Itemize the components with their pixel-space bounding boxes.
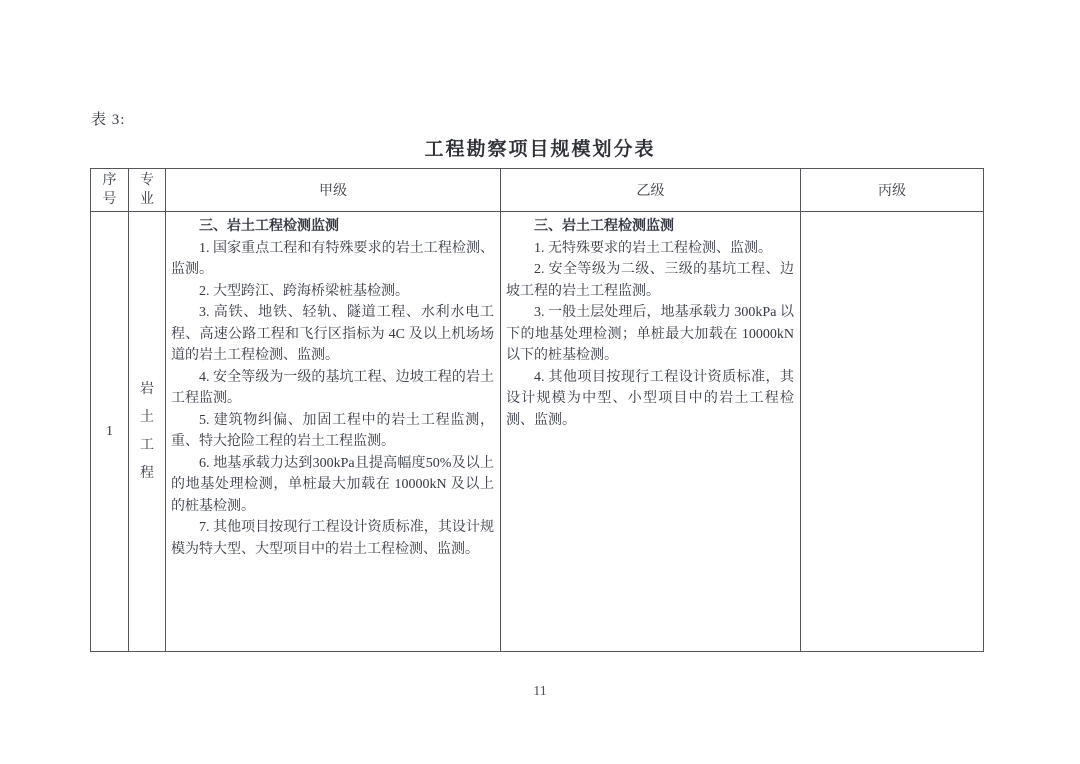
header-specialty-label: 专业 bbox=[139, 173, 154, 207]
grade-a-item-3: 3. 高铁、地铁、轻轨、隧道工程、水利水电工程、高速公路工程和飞行区指标为 4C 及以上机场场道的岩土工程检测、监测。 bbox=[171, 305, 494, 363]
cell-grade-c bbox=[801, 212, 984, 652]
table-label: 表 3: bbox=[91, 112, 126, 128]
cell-serial-number: 1 bbox=[91, 212, 129, 652]
header-grade-b: 乙级 bbox=[501, 169, 801, 212]
grade-a-item-6: 6. 地基承载力达到300kPa且提高幅度50%及以上的地基处理检测，单桩最大加载在 10000kN 及以上的桩基检测。 bbox=[171, 455, 494, 514]
header-serial-number-label: 序号 bbox=[102, 173, 117, 207]
specialty-label: 岩土工程 bbox=[139, 381, 154, 481]
cell-grade-a bbox=[166, 212, 501, 652]
grade-b-item-3: 3. 一般土层处理后，地基承载力 300kPa 以下的地基处理检测；单桩最大加载在 10000kN 以下的桩基检测。 bbox=[506, 305, 794, 363]
table-row bbox=[91, 212, 984, 652]
grade-b-heading: 三、岩土工程检测监测 bbox=[534, 219, 674, 234]
header-grade-c: 丙级 bbox=[801, 169, 984, 212]
grade-a-item-5: 5. 建筑物纠偏、加固工程中的岩土工程监测，重、特大抢险工程的岩土工程监测。 bbox=[171, 412, 494, 449]
grade-a-item-4: 4. 安全等级为一级的基坑工程、边坡工程的岩土工程监测。 bbox=[171, 369, 494, 406]
header-specialty bbox=[129, 169, 166, 212]
page-number: 11 bbox=[533, 684, 547, 699]
table-header-row bbox=[91, 169, 984, 212]
cell-specialty bbox=[129, 212, 166, 652]
header-grade-a: 甲级 bbox=[166, 169, 501, 212]
cell-grade-b bbox=[501, 212, 801, 652]
grade-a-item-7: 7. 其他项目按现行工程设计资质标准，其设计规模为特大型、大型项目中的岩土工程检测、监测。 bbox=[171, 520, 494, 557]
page-title: 工程勘察项目规模划分表 bbox=[424, 139, 656, 160]
grade-a-item-1: 1. 国家重点工程和有特殊要求的岩土工程检测、监测。 bbox=[171, 240, 494, 277]
project-scale-table bbox=[90, 168, 984, 652]
header-serial-number bbox=[91, 169, 129, 212]
grade-b-item-1: 1. 无特殊要求的岩土工程检测、监测。 bbox=[534, 240, 772, 256]
grade-b-item-2: 2. 安全等级为二级、三级的基坑工程、边坡工程的岩土工程监测。 bbox=[506, 262, 794, 299]
grade-b-item-4: 4. 其他项目按现行工程设计资质标准，其设计规模为中型、小型项目中的岩土工程检测、监测。 bbox=[506, 369, 794, 428]
grade-a-heading: 三、岩土工程检测监测 bbox=[199, 219, 339, 234]
grade-a-item-2: 2. 大型跨江、跨海桥梁桩基检测。 bbox=[199, 283, 409, 299]
